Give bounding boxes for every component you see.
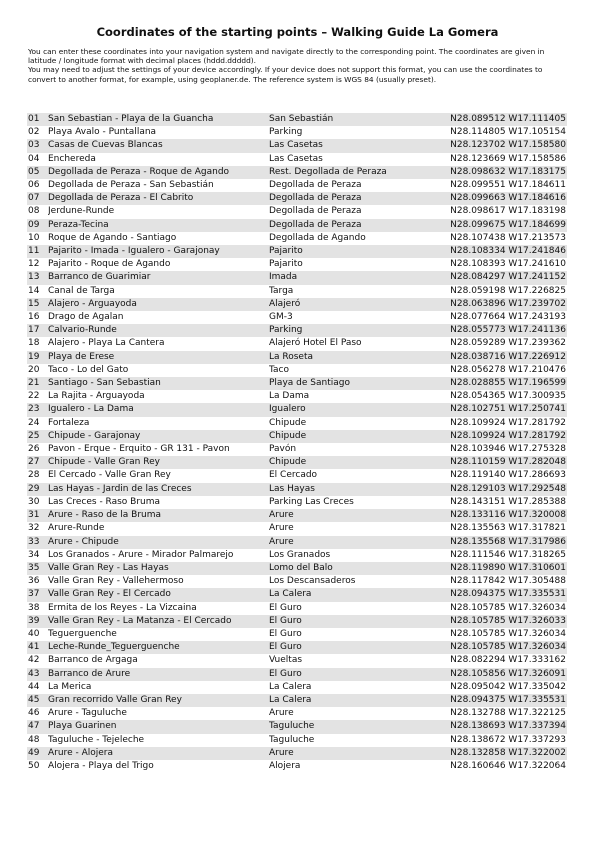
start-place: Pavón — [269, 443, 439, 456]
coordinates: N28.160646 W17.322064 — [439, 760, 567, 773]
start-place: Imada — [269, 271, 439, 284]
row-number: 42 — [27, 654, 48, 667]
coordinates: N28.105785 W17.326034 — [439, 628, 567, 641]
row-number: 07 — [27, 192, 48, 205]
route-name: Chipude - Garajonay — [48, 430, 269, 443]
start-place: Alojera — [269, 760, 439, 773]
row-number: 38 — [27, 602, 48, 615]
table-row — [27, 760, 567, 773]
start-place: Alajeró Hotel El Paso — [269, 337, 439, 350]
table-row — [27, 575, 567, 588]
row-number: 06 — [27, 179, 48, 192]
route-name: Barranco de Argaga — [48, 654, 269, 667]
row-number: 36 — [27, 575, 48, 588]
table-row — [27, 747, 567, 760]
coordinates: N28.119890 W17.310601 — [439, 562, 567, 575]
table-row — [27, 694, 567, 707]
table-row — [27, 602, 567, 615]
route-name: Teguerguenche — [48, 628, 269, 641]
route-name: San Sebastian - Playa de la Guancha — [48, 113, 269, 126]
row-number: 31 — [27, 509, 48, 522]
route-name: Fortaleza — [48, 417, 269, 430]
row-number: 08 — [27, 205, 48, 218]
table-row — [27, 628, 567, 641]
route-name: Jerdune-Runde — [48, 205, 269, 218]
row-number: 02 — [27, 126, 48, 139]
table-row — [27, 654, 567, 667]
route-name: Barranco de Arure — [48, 668, 269, 681]
coordinates: N28.117842 W17.305488 — [439, 575, 567, 588]
table-row — [27, 364, 567, 377]
row-number: 24 — [27, 417, 48, 430]
row-number: 03 — [27, 139, 48, 152]
table-row — [27, 192, 567, 205]
row-number: 16 — [27, 311, 48, 324]
start-place: Chipude — [269, 430, 439, 443]
coordinates: N28.135568 W17.317986 — [439, 536, 567, 549]
route-name: Barranco de Guarimiar — [48, 271, 269, 284]
coordinates: N28.132858 W17.322002 — [439, 747, 567, 760]
route-name: Drago de Agalan — [48, 311, 269, 324]
table-row — [27, 681, 567, 694]
route-name: Pavon - Erque - Erquito - GR 131 - Pavon — [48, 443, 269, 456]
table-row — [27, 615, 567, 628]
table-row — [27, 509, 567, 522]
coordinates: N28.108393 W17.241610 — [439, 258, 567, 271]
table-row — [27, 707, 567, 720]
row-number: 32 — [27, 522, 48, 535]
row-number: 14 — [27, 285, 48, 298]
start-place: El Guro — [269, 668, 439, 681]
start-place: Chipude — [269, 417, 439, 430]
route-name: Ermita de los Reyes - La Vizcaina — [48, 602, 269, 615]
row-number: 13 — [27, 271, 48, 284]
coordinates: N28.132788 W17.322125 — [439, 707, 567, 720]
route-name: Degollada de Peraza - Roque de Agando — [48, 166, 269, 179]
start-place: Degollada de Peraza — [269, 192, 439, 205]
table-row — [27, 311, 567, 324]
row-number: 44 — [27, 681, 48, 694]
coordinates: N28.054365 W17.300935 — [439, 390, 567, 403]
page-title — [0, 25, 595, 39]
row-number: 37 — [27, 588, 48, 601]
coordinates: N28.110159 W17.282048 — [439, 456, 567, 469]
table-row — [27, 734, 567, 747]
start-place: Igualero — [269, 403, 439, 416]
coordinates: N28.056278 W17.210476 — [439, 364, 567, 377]
start-place: Arure — [269, 536, 439, 549]
row-number: 34 — [27, 549, 48, 562]
table-row — [27, 417, 567, 430]
row-number: 28 — [27, 469, 48, 482]
start-place: Taguluche — [269, 734, 439, 747]
route-name: Valle Gran Rey - Vallehermoso — [48, 575, 269, 588]
row-number: 20 — [27, 364, 48, 377]
table-row — [27, 549, 567, 562]
start-place: El Cercado — [269, 469, 439, 482]
table-row — [27, 483, 567, 496]
row-number: 48 — [27, 734, 48, 747]
route-name: Igualero - La Dama — [48, 403, 269, 416]
start-place: Degollada de Peraza — [269, 219, 439, 232]
coordinates: N28.099663 W17.184616 — [439, 192, 567, 205]
table-row — [27, 469, 567, 482]
coordinates: N28.077664 W17.243193 — [439, 311, 567, 324]
row-number: 05 — [27, 166, 48, 179]
start-place: Taguluche — [269, 720, 439, 733]
route-name: Degollada de Peraza - San Sebastián — [48, 179, 269, 192]
coordinates: N28.111546 W17.318265 — [439, 549, 567, 562]
coordinates: N28.133116 W17.320008 — [439, 509, 567, 522]
table-row — [27, 153, 567, 166]
intro-paragraph-2: You may need to adjust the settings of your device accordingly. If your device does not support this format, you can use the coordinates to convert to another format, for example, using geoplaner.de. The reference system is WGS 84 (usually preset). — [28, 65, 543, 84]
coordinates: N28.114805 W17.105154 — [439, 126, 567, 139]
route-name: Arure - Alojera — [48, 747, 269, 760]
row-number: 43 — [27, 668, 48, 681]
route-name: Playa Guarinen — [48, 720, 269, 733]
route-name: Pajarito - Imada - Igualero - Garajonay — [48, 245, 269, 258]
coordinates: N28.094375 W17.335531 — [439, 588, 567, 601]
coordinates: N28.063896 W17.239702 — [439, 298, 567, 311]
route-name: Valle Gran Rey - El Cercado — [48, 588, 269, 601]
table-row — [27, 232, 567, 245]
table-row — [27, 245, 567, 258]
row-number: 22 — [27, 390, 48, 403]
coordinates: N28.082294 W17.333162 — [439, 654, 567, 667]
coordinates: N28.105785 W17.326033 — [439, 615, 567, 628]
route-name: Playa de Erese — [48, 351, 269, 364]
row-number: 04 — [27, 153, 48, 166]
title-subtitle: Walking Guide La Gomera — [331, 25, 499, 39]
intro-paragraph-1: You can enter these coordinates into your navigation system and navigate directly to the corresponding point. The coordinates are given in latitude / longitude format with decimal places (hddd.ddddd). — [28, 47, 545, 66]
route-name: Arure-Runde — [48, 522, 269, 535]
table-row — [27, 588, 567, 601]
row-number: 30 — [27, 496, 48, 509]
route-name: Gran recorrido Valle Gran Rey — [48, 694, 269, 707]
row-number: 33 — [27, 536, 48, 549]
route-name: El Cercado - Valle Gran Rey — [48, 469, 269, 482]
coordinates: N28.055773 W17.241136 — [439, 324, 567, 337]
route-name: La Rajita - Arguayoda — [48, 390, 269, 403]
coordinates: N28.105785 W17.326034 — [439, 602, 567, 615]
route-name: Alojera - Playa del Trigo — [48, 760, 269, 773]
coordinates: N28.103946 W17.275328 — [439, 443, 567, 456]
table-row — [27, 166, 567, 179]
coordinates: N28.089512 W17.111405 — [439, 113, 567, 126]
coordinates: N28.138672 W17.337293 — [439, 734, 567, 747]
table-row — [27, 377, 567, 390]
row-number: 39 — [27, 615, 48, 628]
coordinates: N28.099551 W17.184611 — [439, 179, 567, 192]
table-row — [27, 324, 567, 337]
start-place: Alajeró — [269, 298, 439, 311]
row-number: 40 — [27, 628, 48, 641]
row-number: 25 — [27, 430, 48, 443]
coordinates: N28.109924 W17.281792 — [439, 417, 567, 430]
table-row — [27, 337, 567, 350]
start-place: La Roseta — [269, 351, 439, 364]
route-name: Playa Avalo - Puntallana — [48, 126, 269, 139]
table-row — [27, 720, 567, 733]
table-row — [27, 298, 567, 311]
table-row — [27, 219, 567, 232]
start-place: Arure — [269, 707, 439, 720]
coordinates: N28.109924 W17.281792 — [439, 430, 567, 443]
row-number: 23 — [27, 403, 48, 416]
route-name: Arure - Raso de la Bruma — [48, 509, 269, 522]
row-number: 19 — [27, 351, 48, 364]
route-name: La Merica — [48, 681, 269, 694]
title-separator: – — [321, 25, 328, 39]
route-name: Las Hayas - Jardin de las Creces — [48, 483, 269, 496]
start-place: El Guro — [269, 602, 439, 615]
start-place: Arure — [269, 509, 439, 522]
table-row — [27, 139, 567, 152]
coordinates: N28.129103 W17.292548 — [439, 483, 567, 496]
row-number: 17 — [27, 324, 48, 337]
route-name: Casas de Cuevas Blancas — [48, 139, 269, 152]
intro-text — [28, 47, 570, 84]
coordinates: N28.135563 W17.317821 — [439, 522, 567, 535]
coordinates: N28.105856 W17.326091 — [439, 668, 567, 681]
table-row — [27, 641, 567, 654]
start-place: Parking — [269, 126, 439, 139]
table-row — [27, 536, 567, 549]
table-row — [27, 522, 567, 535]
row-number: 01 — [27, 113, 48, 126]
row-number: 09 — [27, 219, 48, 232]
start-place: La Calera — [269, 588, 439, 601]
route-name: Alajero - Playa La Cantera — [48, 337, 269, 350]
start-place: Targa — [269, 285, 439, 298]
coordinates-table-body — [27, 113, 567, 773]
route-name: Canal de Targa — [48, 285, 269, 298]
coordinates: N28.098617 W17.183198 — [439, 205, 567, 218]
start-place: El Guro — [269, 615, 439, 628]
start-place: Pajarito — [269, 258, 439, 271]
table-row — [27, 456, 567, 469]
coordinates: N28.102751 W17.250741 — [439, 403, 567, 416]
route-name: Enchereda — [48, 153, 269, 166]
coordinates: N28.143151 W17.285388 — [439, 496, 567, 509]
coordinates: N28.098632 W17.183175 — [439, 166, 567, 179]
coordinates: N28.099675 W17.184699 — [439, 219, 567, 232]
row-number: 10 — [27, 232, 48, 245]
table-row — [27, 205, 567, 218]
route-name: Chipude - Valle Gran Rey — [48, 456, 269, 469]
row-number: 41 — [27, 641, 48, 654]
row-number: 35 — [27, 562, 48, 575]
start-place: El Guro — [269, 641, 439, 654]
coordinates: N28.038716 W17.226912 — [439, 351, 567, 364]
start-place: La Dama — [269, 390, 439, 403]
route-name: Alajero - Arguayoda — [48, 298, 269, 311]
start-place: Los Descansaderos — [269, 575, 439, 588]
start-place: Degollada de Agando — [269, 232, 439, 245]
table-row — [27, 258, 567, 271]
route-name: Valle Gran Rey - Las Hayas — [48, 562, 269, 575]
row-number: 21 — [27, 377, 48, 390]
route-name: Leche-Runde_Teguerguenche — [48, 641, 269, 654]
table-row — [27, 390, 567, 403]
coordinates: N28.059198 W17.226825 — [439, 285, 567, 298]
title-main: Coordinates of the starting points — [96, 25, 318, 39]
start-place: Degollada de Peraza — [269, 179, 439, 192]
start-place: Vueltas — [269, 654, 439, 667]
route-name: Taco - Lo del Gato — [48, 364, 269, 377]
table-row — [27, 113, 567, 126]
table-row — [27, 668, 567, 681]
start-place: Los Granados — [269, 549, 439, 562]
start-place: Las Casetas — [269, 139, 439, 152]
coordinates: N28.119140 W17.286693 — [439, 469, 567, 482]
start-place: Arure — [269, 747, 439, 760]
table-row — [27, 443, 567, 456]
start-place: San Sebastián — [269, 113, 439, 126]
coordinates: N28.138693 W17.337394 — [439, 720, 567, 733]
start-place: Taco — [269, 364, 439, 377]
row-number: 45 — [27, 694, 48, 707]
table-row — [27, 562, 567, 575]
start-place: Parking Las Creces — [269, 496, 439, 509]
row-number: 18 — [27, 337, 48, 350]
coordinates: N28.084297 W17.241152 — [439, 271, 567, 284]
row-number: 46 — [27, 707, 48, 720]
table-row — [27, 285, 567, 298]
row-number: 15 — [27, 298, 48, 311]
coordinates: N28.059289 W17.239362 — [439, 337, 567, 350]
row-number: 26 — [27, 443, 48, 456]
start-place: Playa de Santiago — [269, 377, 439, 390]
coordinates: N28.094375 W17.335531 — [439, 694, 567, 707]
start-place: Rest. Degollada de Peraza — [269, 166, 439, 179]
table-row — [27, 271, 567, 284]
start-place: Chipude — [269, 456, 439, 469]
table-row — [27, 496, 567, 509]
route-name: Roque de Agando - Santiago — [48, 232, 269, 245]
row-number: 12 — [27, 258, 48, 271]
start-place: El Guro — [269, 628, 439, 641]
table-row — [27, 403, 567, 416]
row-number: 11 — [27, 245, 48, 258]
route-name: Peraza-Tecina — [48, 219, 269, 232]
row-number: 50 — [27, 760, 48, 773]
route-name: Calvario-Runde — [48, 324, 269, 337]
route-name: Arure - Chipude — [48, 536, 269, 549]
route-name: Taguluche - Tejeleche — [48, 734, 269, 747]
start-place: Arure — [269, 522, 439, 535]
start-place: Parking — [269, 324, 439, 337]
row-number: 49 — [27, 747, 48, 760]
route-name: Arure - Taguluche — [48, 707, 269, 720]
route-name: Degollada de Peraza - El Cabrito — [48, 192, 269, 205]
start-place: La Calera — [269, 694, 439, 707]
row-number: 27 — [27, 456, 48, 469]
start-place: Lomo del Balo — [269, 562, 439, 575]
start-place: La Calera — [269, 681, 439, 694]
coordinates: N28.123702 W17.158580 — [439, 139, 567, 152]
table-row — [27, 351, 567, 364]
coordinates: N28.108334 W17.241846 — [439, 245, 567, 258]
route-name: Los Granados - Arure - Mirador Palmarejo — [48, 549, 269, 562]
coordinates: N28.028855 W17.196599 — [439, 377, 567, 390]
table-row — [27, 126, 567, 139]
route-name: Pajarito - Roque de Agando — [48, 258, 269, 271]
row-number: 29 — [27, 483, 48, 496]
coordinates: N28.105785 W17.326034 — [439, 641, 567, 654]
route-name: Santiago - San Sebastian — [48, 377, 269, 390]
route-name: Las Creces - Raso Bruma — [48, 496, 269, 509]
start-place: Las Casetas — [269, 153, 439, 166]
coordinates: N28.123669 W17.158586 — [439, 153, 567, 166]
table-row — [27, 179, 567, 192]
route-name: Valle Gran Rey - La Matanza - El Cercado — [48, 615, 269, 628]
table-row — [27, 430, 567, 443]
coordinates: N28.107438 W17.213573 — [439, 232, 567, 245]
row-number: 47 — [27, 720, 48, 733]
start-place: GM-3 — [269, 311, 439, 324]
start-place: Pajarito — [269, 245, 439, 258]
start-place: Las Hayas — [269, 483, 439, 496]
start-place: Degollada de Peraza — [269, 205, 439, 218]
coordinates-table — [27, 113, 567, 773]
coordinates: N28.095042 W17.335042 — [439, 681, 567, 694]
